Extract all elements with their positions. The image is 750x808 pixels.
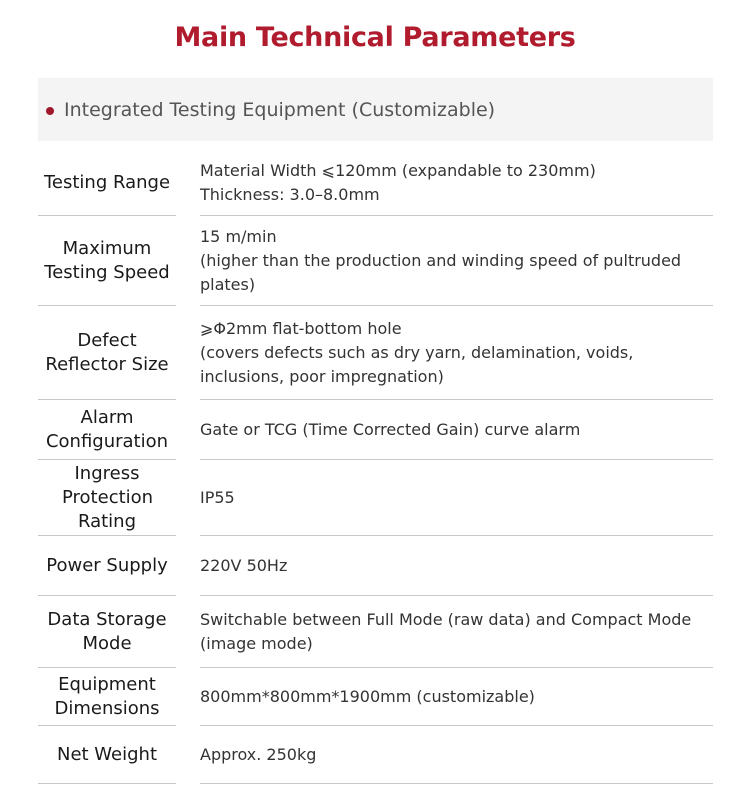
- parameter-value: [200, 400, 713, 460]
- parameter-label: Alarm Configuration: [38, 400, 176, 460]
- section-heading: Integrated Testing Equipment (Customizable): [64, 98, 496, 121]
- value-line: ⩾Φ2mm flat-bottom hole: [200, 318, 402, 338]
- table-row: [38, 306, 713, 400]
- section-header: [38, 78, 713, 141]
- table-row: [38, 150, 713, 216]
- value-line: 220V 50Hz: [200, 555, 288, 575]
- parameter-label: Testing Range: [38, 150, 176, 216]
- value-line: Approx. 250kg: [200, 744, 317, 764]
- value-line: 800mm*800mm*1900mm (customizable): [200, 686, 535, 706]
- value-line: IP55: [200, 487, 235, 507]
- parameter-label: Net Weight: [38, 726, 176, 784]
- table-row: [38, 536, 713, 596]
- parameter-value: [200, 668, 713, 726]
- value-line: Gate or TCG (Time Corrected Gain) curve alarm: [200, 419, 581, 439]
- parameter-value: [200, 306, 713, 400]
- parameter-label: Defect Reflector Size: [38, 306, 176, 400]
- parameter-value: [200, 536, 713, 596]
- value-line: Material Width ⩽120mm (expandable to 230mm): [200, 160, 596, 180]
- parameter-label: Power Supply: [38, 536, 176, 596]
- parameter-value: [200, 216, 713, 306]
- parameter-label: Ingress Protection Rating: [38, 460, 176, 536]
- table-row: [38, 400, 713, 460]
- table-row: [38, 216, 713, 306]
- parameter-label: Data Storage Mode: [38, 596, 176, 668]
- parameter-label: Equipment Dimensions: [38, 668, 176, 726]
- parameter-value: [200, 596, 713, 668]
- table-row: [38, 460, 713, 536]
- parameter-label: Maximum Testing Speed: [38, 216, 176, 306]
- table-row: [38, 668, 713, 726]
- value-line: (covers defects such as dry yarn, delamination, voids, inclusions, poor impregnation): [200, 342, 639, 386]
- parameter-value: [200, 460, 713, 536]
- table-row: [38, 726, 713, 784]
- parameter-value: [200, 726, 713, 784]
- table-row: [38, 596, 713, 668]
- value-line: 15 m/min: [200, 226, 277, 246]
- value-line: Switchable between Full Mode (raw data) and Compact Mode (image mode): [200, 609, 697, 653]
- page-title: Main Technical Parameters: [174, 22, 576, 53]
- value-line: Thickness: 3.0–8.0mm: [200, 184, 380, 204]
- parameter-value: [200, 150, 713, 216]
- bullet-icon: [46, 107, 54, 115]
- value-line: (higher than the production and winding speed of pultruded plates): [200, 250, 687, 294]
